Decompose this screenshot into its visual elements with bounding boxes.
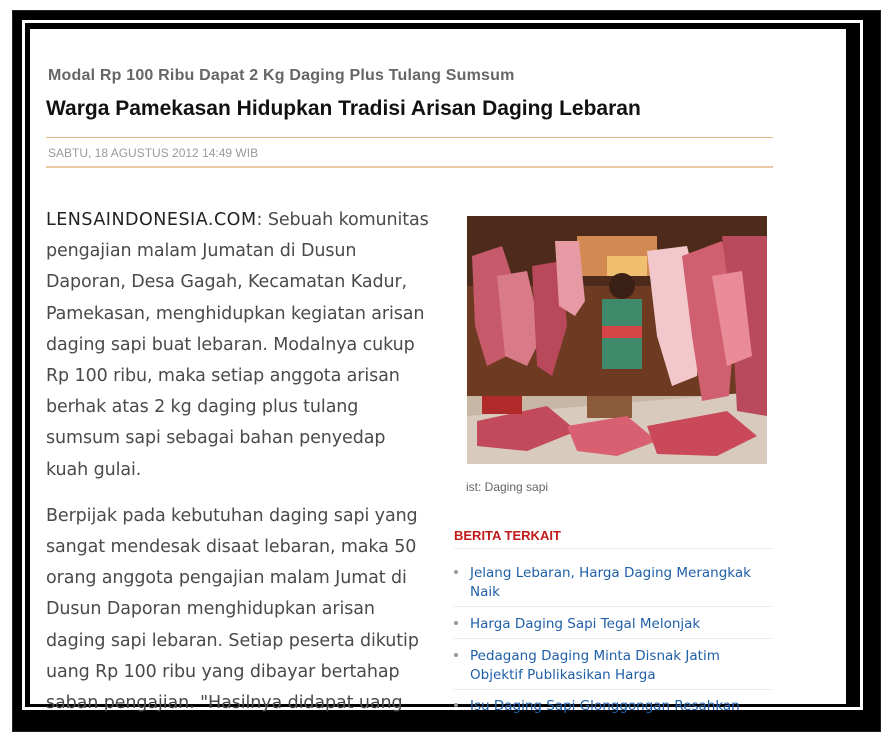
bullet-icon [454,703,458,707]
article-page [30,29,846,714]
related-news-link[interactable] [454,647,772,685]
paragraph-text: Sebuah komunitas pengajian malam Jumatan di Dusun Daporan, Desa Gagah, Kecamatan Kadur, Pamekasan, menghidupkan kegiatan arisan daging sapi buat lebaran. Modalnya cukup Rp 100 ribu, maka setiap anggota arisan berhak atas 2 kg daging plus tulang sumsum sapi sebagai bahan penyedap kuah gulai. [46,210,429,480]
source-separator: : [256,210,263,230]
article-headline[interactable]: Warga Pamekasan Hidupkan Tradisi Arisan Daging Lebaran [46,97,641,120]
related-news-label[interactable]: Harga Daging Sapi Tegal Melonjak [470,616,701,632]
article-date: SABTU, 18 AGUSTUS 2012 14:49 WIB [48,146,259,160]
paragraph: Berpijak pada kebutuhan daging sapi yang sangat mendesak disaat lebaran, maka 50 orang anggota pengajian malam Jumat di Dusun Daporan menghidupkan arisan daging sapi lebaran. Setiap peserta dikutip uang Rp 100 ribu yang dibayar bertahap saban pengajian. "Hasilnya didapat uang [46,505,419,714]
paragraph [46,205,432,486]
article-photo[interactable] [467,216,767,464]
related-news-label[interactable]: Jelang Lebaran, Harga Daging Merangkak Naik [470,565,751,600]
article-body [46,205,432,734]
related-news-label[interactable]: Pedagang Daging Minta Disnak Jatim Objektif Publikasikan Harga [470,648,720,683]
divider [454,638,772,639]
bullet-icon [454,570,458,574]
related-news-label[interactable]: Isu Daging Sapi Glonggongan Resahkan [470,698,740,714]
related-news-link[interactable] [454,615,772,634]
divider [454,548,772,549]
divider [454,689,772,690]
divider [46,166,773,168]
divider [454,606,772,607]
bullet-icon [454,621,458,625]
article-source: LENSAINDONESIA.COM [46,210,257,230]
bullet-icon [454,653,458,657]
related-news-title: BERITA TERKAIT [454,528,561,543]
photo-caption: ist: Daging sapi [466,480,549,494]
article-kicker: Modal Rp 100 Ribu Dapat 2 Kg Daging Plus Tulang Sumsum [48,67,515,84]
related-news-link[interactable] [454,564,772,602]
meat-stall-image [467,216,767,464]
related-news-link[interactable] [454,697,772,716]
divider [46,137,773,138]
